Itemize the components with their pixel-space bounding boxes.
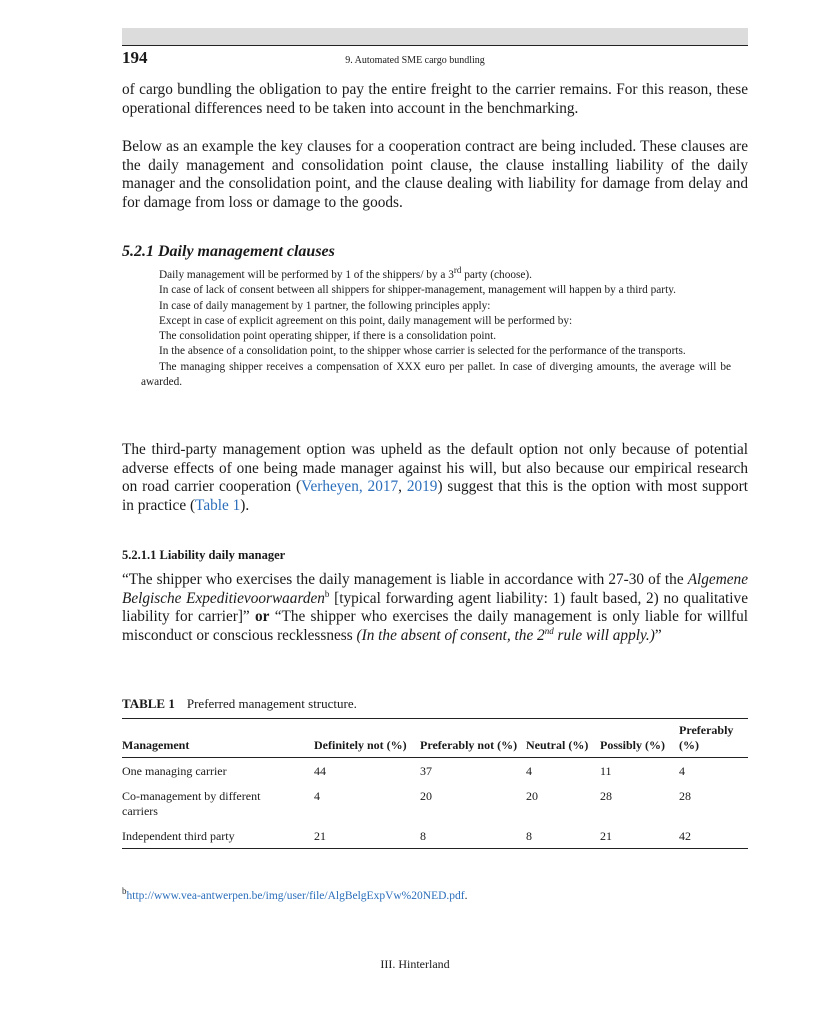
table-header-cell: Definitely not (%) xyxy=(314,738,407,752)
table-header-cell: Neutral (%) xyxy=(526,738,589,752)
clause-item: In case of lack of consent between all shippers for shipper-management, management will happen by a third party. xyxy=(159,284,676,297)
table-cell: 8 xyxy=(420,829,426,843)
table-cell: 28 xyxy=(600,789,612,803)
table-cell: 8 xyxy=(526,829,532,843)
clause-item: In case of daily management by 1 partner, the following principles apply: xyxy=(159,299,491,312)
subsection-heading: 5.2.1.1 Liability daily manager xyxy=(122,548,286,562)
liability-quote: “The shipper who exercises the daily management is liable in accordance with 27-30 of the Algemene Belgische Expeditievoorwaarden$^b$ [typical forwarding agent liability: 1) fault based, 2) no qualitative liability for carrier]” or “The shipper who exercises the daily management is only liable for willful misconduct or conscious recklessness (In the absent of consent, the 2nd rule will apply.)” xyxy=(122,571,748,644)
table-cell: 21 xyxy=(600,829,612,843)
table-cell: One managing carrier xyxy=(122,764,227,778)
table-cell: 37 xyxy=(420,764,432,778)
footnote-marker: b xyxy=(122,886,127,897)
section-number: 5.2.1 xyxy=(122,243,154,260)
table-reference-link[interactable]: Table 1 xyxy=(195,496,241,514)
table-caption xyxy=(122,696,357,712)
table-header-cell: Preferably not (%) xyxy=(420,738,518,752)
table-cell: 11 xyxy=(600,764,612,778)
page-number: 194 xyxy=(122,48,148,67)
clause-item: Daily management will be performed by 1 of the shippers/ by a 3rd party (choose). xyxy=(159,265,532,281)
table-header-cell: Preferably (%) xyxy=(679,723,734,752)
table-cell: 4 xyxy=(526,764,532,778)
citation-link[interactable]: 2019 xyxy=(406,478,438,495)
table-cell: 21 xyxy=(314,829,326,843)
paragraph-3: The third-party management option was upheld as the default option not only because of potential adverse effects of one being made manager against his will, but also because our empirical research on road carrier cooperation (Verheyen, 2017, 2019) suggest that this is the option with most support in practice (Table 1). xyxy=(122,441,748,514)
table-cell: 4 xyxy=(679,764,685,778)
section-heading xyxy=(122,243,335,261)
running-head: 9. Automated SME cargo bundling xyxy=(345,55,485,66)
footnote: $^b$http://www.vea-antwerpen.be/img/user/file/AlgBelgExpVw%20NED.pdf. xyxy=(122,886,468,902)
clause-item: In the absence of a consolidation point, to the shipper whose carrier is selected for the performance of the transports. xyxy=(159,345,686,358)
page-footer: III. Hinterland xyxy=(380,957,450,971)
table-cell: 28 xyxy=(679,789,691,803)
table-row xyxy=(122,758,748,784)
header-rule xyxy=(122,45,748,46)
clause-item: The consolidation point operating shipper, if there is a consolidation point. xyxy=(159,330,497,343)
citation-link[interactable]: Verheyen, 2017 xyxy=(301,478,399,495)
footnote-marker[interactable]: b xyxy=(324,588,330,599)
table-label: TABLE 1 xyxy=(122,696,175,711)
footnote-link[interactable]: http://www.vea-antwerpen.be/img/user/file/AlgBelgExpVw%20NED.pdf xyxy=(126,890,465,902)
table-header-cell: Possibly (%) xyxy=(600,738,666,752)
table-cell: 44 xyxy=(314,764,326,778)
table-row xyxy=(122,823,748,849)
section-title: Daily management clauses xyxy=(158,243,335,260)
table-header-row xyxy=(122,719,748,758)
management-table xyxy=(122,718,748,849)
clause-item: Except in case of explicit agreement on this point, daily management will be performed by: xyxy=(159,314,573,327)
clause-item: The managing shipper receives a compensation of XXX euro per pallet. In case of diverging amounts, the average will be awarded. xyxy=(141,360,731,389)
table-cell: 20 xyxy=(526,789,538,803)
table-caption-text: Preferred management structure. xyxy=(186,696,357,711)
table-cell: Co-management by different carriers xyxy=(122,789,261,818)
table-header-cell: Management xyxy=(122,738,190,752)
table-cell: 20 xyxy=(420,789,432,803)
paragraph-2: Below as an example the key clauses for a cooperation contract are being included. These clauses are the daily management and consolidation point clause, the clause installing liability of the daily manager and the consolidation point, and the clause dealing with liability for damage from delay and for damage from loss or damage to the goods. xyxy=(122,138,748,211)
table-cell: Independent third party xyxy=(122,829,235,843)
table-cell: 42 xyxy=(679,829,691,843)
clause-list xyxy=(141,265,731,390)
table-row xyxy=(122,783,748,823)
table-cell: 4 xyxy=(314,789,320,803)
paragraph-1: of cargo bundling the obligation to pay the entire freight to the carrier remains. For this reason, these operational differences need to be taken into account in the benchmarking. xyxy=(122,81,748,117)
header-bar xyxy=(122,28,748,45)
